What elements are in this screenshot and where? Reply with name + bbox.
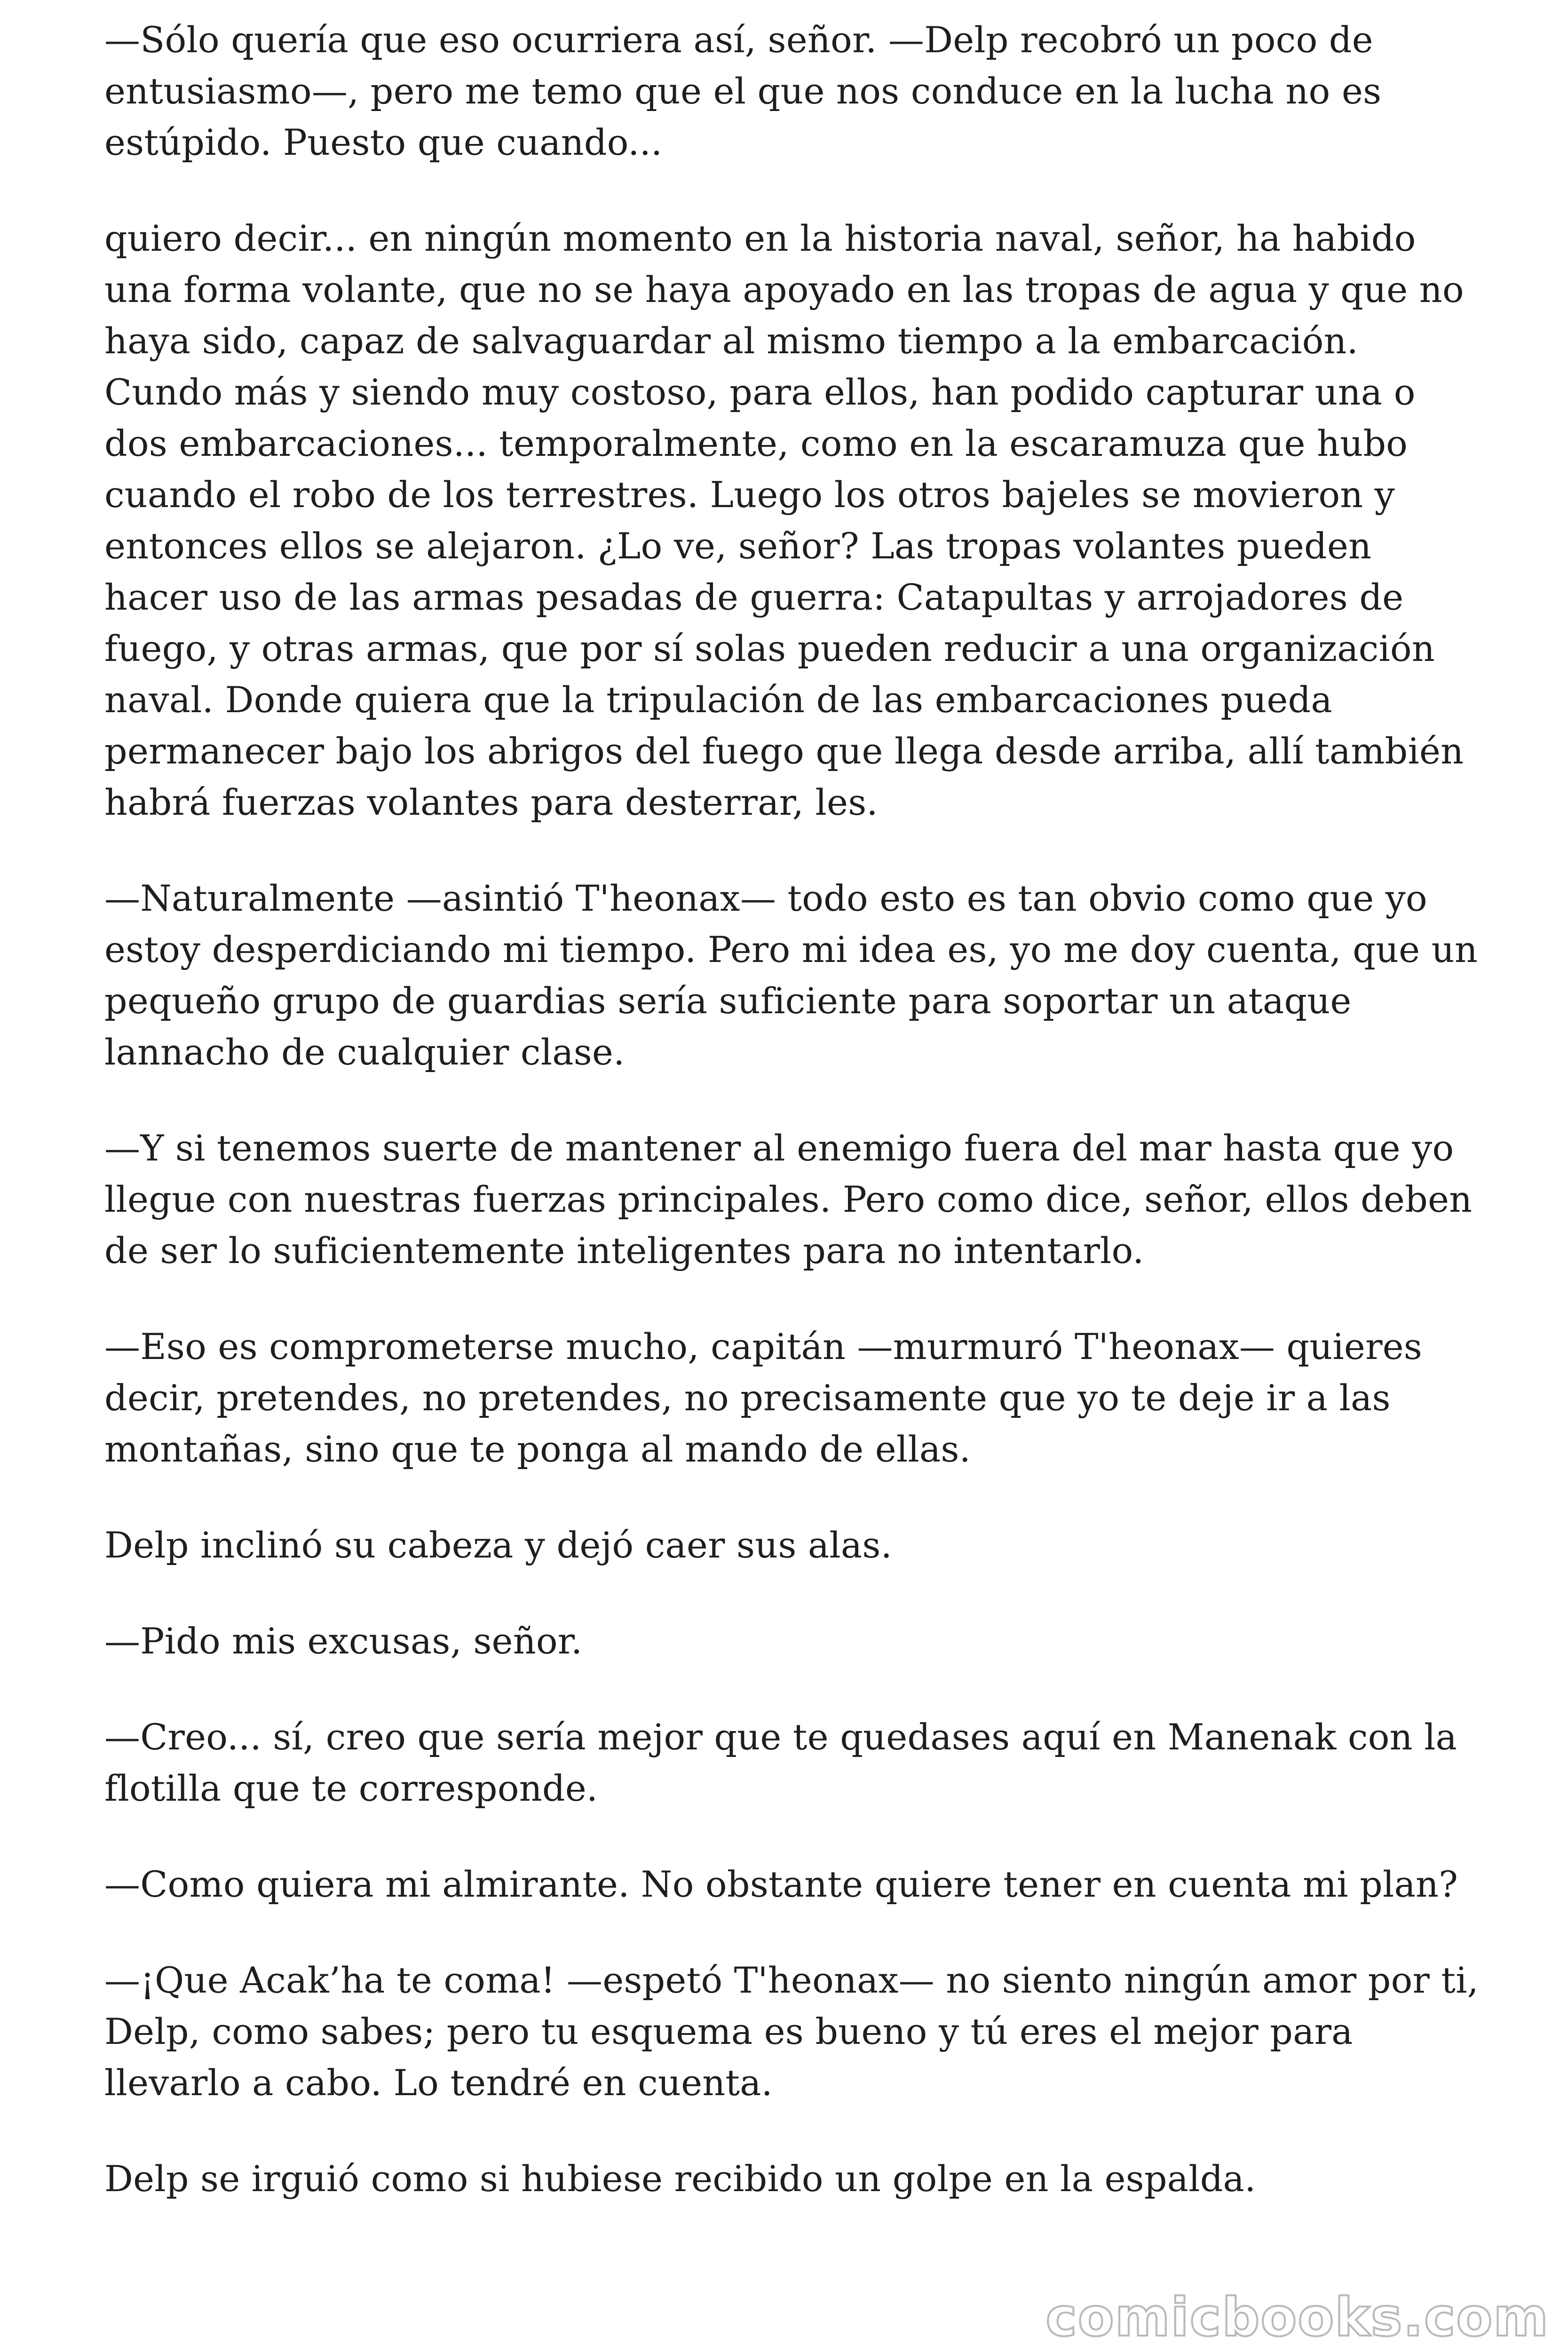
paragraph: —Naturalmente —asintió T'heonax— todo esto es tan obvio como que yo estoy desperdiciando mi tiempo. Pero mi idea es, yo me doy cuenta, que un pequeño grupo de guardias sería suficiente para soportar un ataque lannacho de cualquier clase. [104, 877, 1478, 1073]
paragraph: —Creo... sí, creo que sería mejor que te quedases aquí en Manenak con la flotilla que te corresponde. [104, 1716, 1457, 1809]
paragraph: —¡Que Acak’ha te coma! —espetó T'heonax— no siento ningún amor por ti, Delp, como sabes; pero tu esquema es bueno y tú eres el mejor para llevarlo a cabo. Lo tendré en cuenta. [104, 1959, 1479, 2104]
paragraph: Delp inclinó su cabeza y dejó caer sus alas. [104, 1524, 892, 1566]
watermark-logo: comicbooks.com [1045, 2287, 1549, 2348]
paragraph: —Y si tenemos suerte de mantener al enemigo fuera del mar hasta que yo llegue con nuestras fuerzas principales. Pero como dice, señor, ellos deben de ser lo suficientemente inteligentes para no intentarlo. [104, 1127, 1473, 1271]
paragraph: —Pido mis excusas, señor. [104, 1620, 583, 1662]
paragraph: —Sólo quería que eso ocurriera así, señor. —Delp recobró un poco de entusiasmo—, pero me temo que el que nos conduce en la lucha no es estúpido. Puesto que cuando... [104, 19, 1382, 163]
paragraph: quiero decir... en ningún momento en la historia naval, señor, ha habido una forma volante, que no se haya apoyado en las tropas de agua y que no haya sido, capaz de salvaguardar al mismo tiempo a la embarcación. Cundo más y siendo muy costoso, para ellos, han podido capturar una o dos embarcaciones... temporalmente, como en la escaramuza que hubo cuando el robo de los terrestres. Luego los otros bajeles se movieron y entonces ellos se alejaron. ¿Lo ve, señor? Las tropas volantes pueden hacer uso de las armas pesadas de guerra: Catapultas y arrojadores de fuego, y otras armas, que por sí solas pueden reducir a una organización naval. Donde quiera que la tripulación de las embarcaciones pueda permanecer bajo los abrigos del fuego que llega desde arriba, allí también habrá fuerzas volantes para desterrar, les. [104, 217, 1464, 823]
paragraph: —Eso es comprometerse mucho, capitán —murmuró T'heonax— quieres decir, pretendes, no pretendes, no precisamente que yo te deje ir a las montañas, sino que te ponga al mando de ellas. [104, 1326, 1423, 1470]
paragraph: Delp se irguió como si hubiese recibido un golpe en la espalda. [104, 2158, 1256, 2200]
text-body [104, 14, 1482, 2249]
paragraph: —Como quiera mi almirante. No obstante quiere tener en cuenta mi plan? [104, 1863, 1458, 1905]
